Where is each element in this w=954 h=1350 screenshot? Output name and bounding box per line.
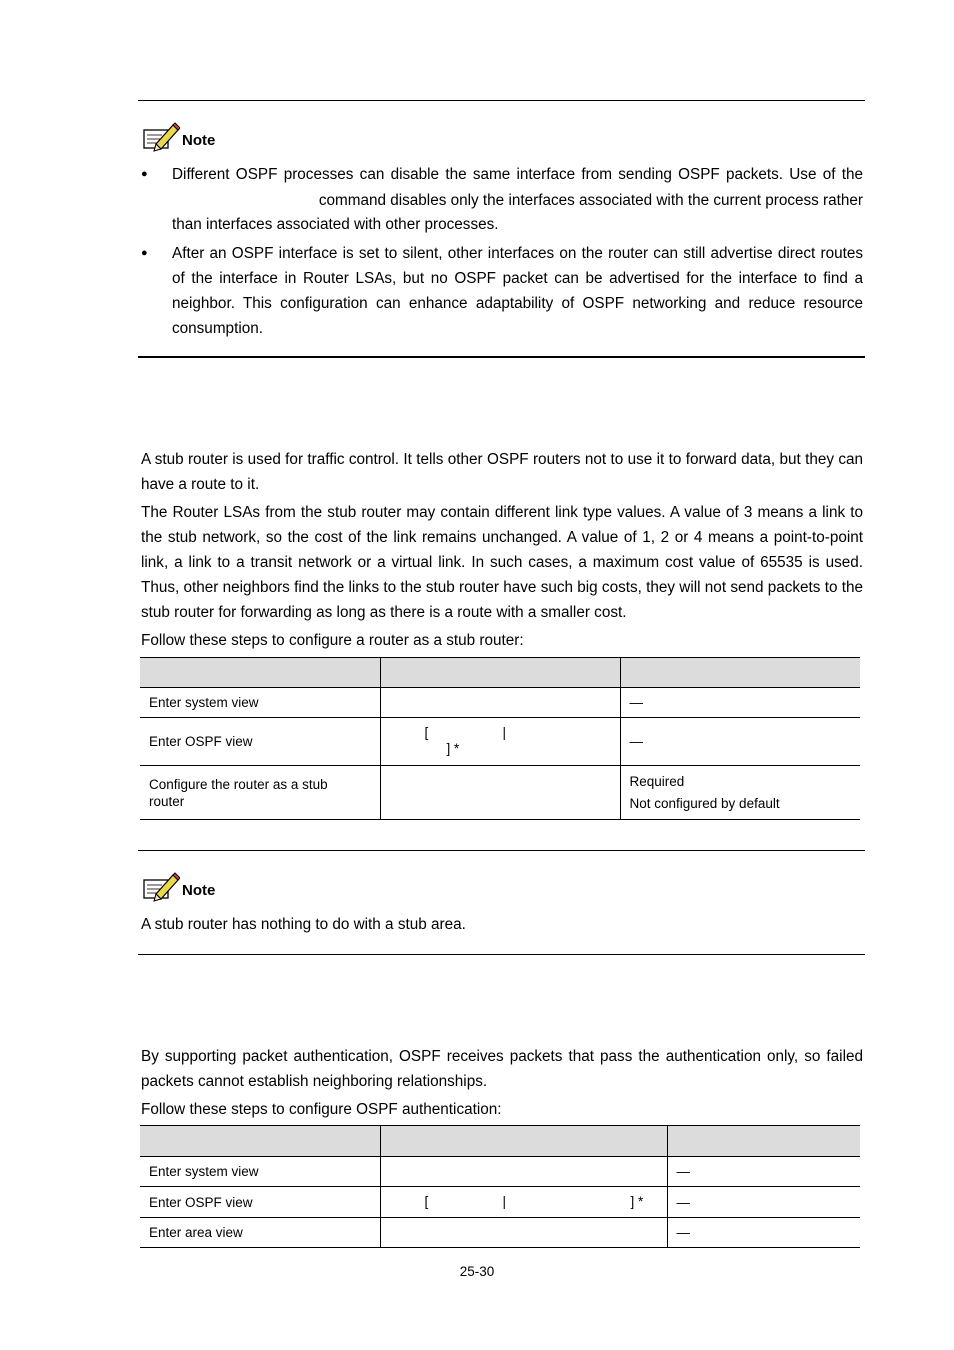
auth-paragraph-1: By supporting packet authentication, OSPF receives packets that pass the authentication only, so failed packets cannot establish neighboring relationships. [141,1048,863,1090]
note-label: Note [182,882,216,899]
todo-cell: Enter OSPF view [140,1187,380,1218]
table-row [140,718,860,766]
command-bracket-open: [ [424,1194,429,1209]
header-cell [140,1126,380,1157]
note-heading [142,868,215,902]
table-header-row [140,658,860,688]
remarks-cell: — [667,1157,860,1187]
remarks-line: Not configured by default [629,795,780,811]
command-cell [380,1218,667,1248]
command-cell [380,688,620,718]
table-row [140,766,860,820]
command-bracket-close: ] * [446,741,460,756]
stub-router-paragraph-2: The Router LSAs from the stub router may contain different link type values. A value of 3 means a link to the stub network, so the cost of the link remains unchanged. A value of 1, 2 or 4 means a point-to-point link, a link to a transit network or a virtual link. In such cases, a maximum cost value of 65535 is used. Thus, other neighbors find the links to the stub router have such big costs, they will not send packets to the stub router for forwarding as long as there is a route with a smaller cost. [141,504,863,621]
note-pencil-icon [142,872,180,902]
todo-cell: Enter system view [140,688,380,718]
command-pipe: | [502,725,507,740]
command-pipe: | [502,1194,507,1209]
bullet-marker: ● [141,247,148,259]
header-cell [620,658,860,688]
note-bottom-rule [138,356,865,358]
note-heading [142,118,215,152]
note-top-rule [138,850,865,851]
note-bullet-1-line-1: Different OSPF processes can disable the same interface from sending OSPF packets. Use of the [172,166,863,183]
auth-intro: Follow these steps to configure OSPF authentication: [141,1101,502,1118]
note-bottom-rule [138,954,865,955]
todo-cell: Configure the router as a stub router [140,766,380,820]
remarks-cell: — [667,1187,860,1218]
command-bracket-open: [ [424,725,429,740]
table-row [140,1218,860,1248]
table-header-row [140,1126,860,1157]
stub-router-paragraph-1: A stub router is used for traffic control. It tells other OSPF routers not to use it to forward data, but they can have a route to it. [141,451,863,493]
table-row [140,1157,860,1187]
remarks-cell: — [667,1218,860,1248]
todo-cell: Enter OSPF view [140,718,380,766]
table-row [140,1187,860,1218]
command-cell [380,766,620,820]
header-cell [380,1126,667,1157]
todo-cell: Enter system view [140,1157,380,1187]
header-cell [667,1126,860,1157]
remarks-cell: — [620,688,860,718]
header-cell [140,658,380,688]
command-bracket-close: ] * [630,1194,644,1209]
todo-cell: Enter area view [140,1218,380,1248]
remarks-line: Required [629,773,685,789]
note-bullet-1-line-3: than interfaces associated with other processes. [172,216,499,233]
note-label: Note [182,132,216,149]
note-bullet-2: After an OSPF interface is set to silent, other interfaces on the router can still advertise direct routes of the interface in Router LSAs, but no OSPF packet can be advertised for the interface to find a neighbor. This configuration can enhance adaptability of OSPF networking and reduce resource consumption. [172,245,863,337]
remarks-cell: — [620,718,860,766]
auth-table [140,1125,860,1248]
page-number: 25-30 [459,1264,495,1279]
header-cell [380,658,620,688]
command-cell [380,718,620,766]
stub-router-table [140,657,860,820]
remarks-cell [620,766,860,820]
stub-router-intro: Follow these steps to configure a router as a stub router: [141,632,524,649]
note-bullet-1-line-2: command disables only the interfaces associated with the current process rather [318,192,863,209]
command-cell [380,1187,667,1218]
command-cell [380,1157,667,1187]
table-row [140,688,860,718]
note-pencil-icon [142,122,180,152]
note-top-rule [138,100,865,101]
bullet-marker: ● [141,168,148,180]
note-2-text: A stub router has nothing to do with a stub area. [141,916,466,933]
